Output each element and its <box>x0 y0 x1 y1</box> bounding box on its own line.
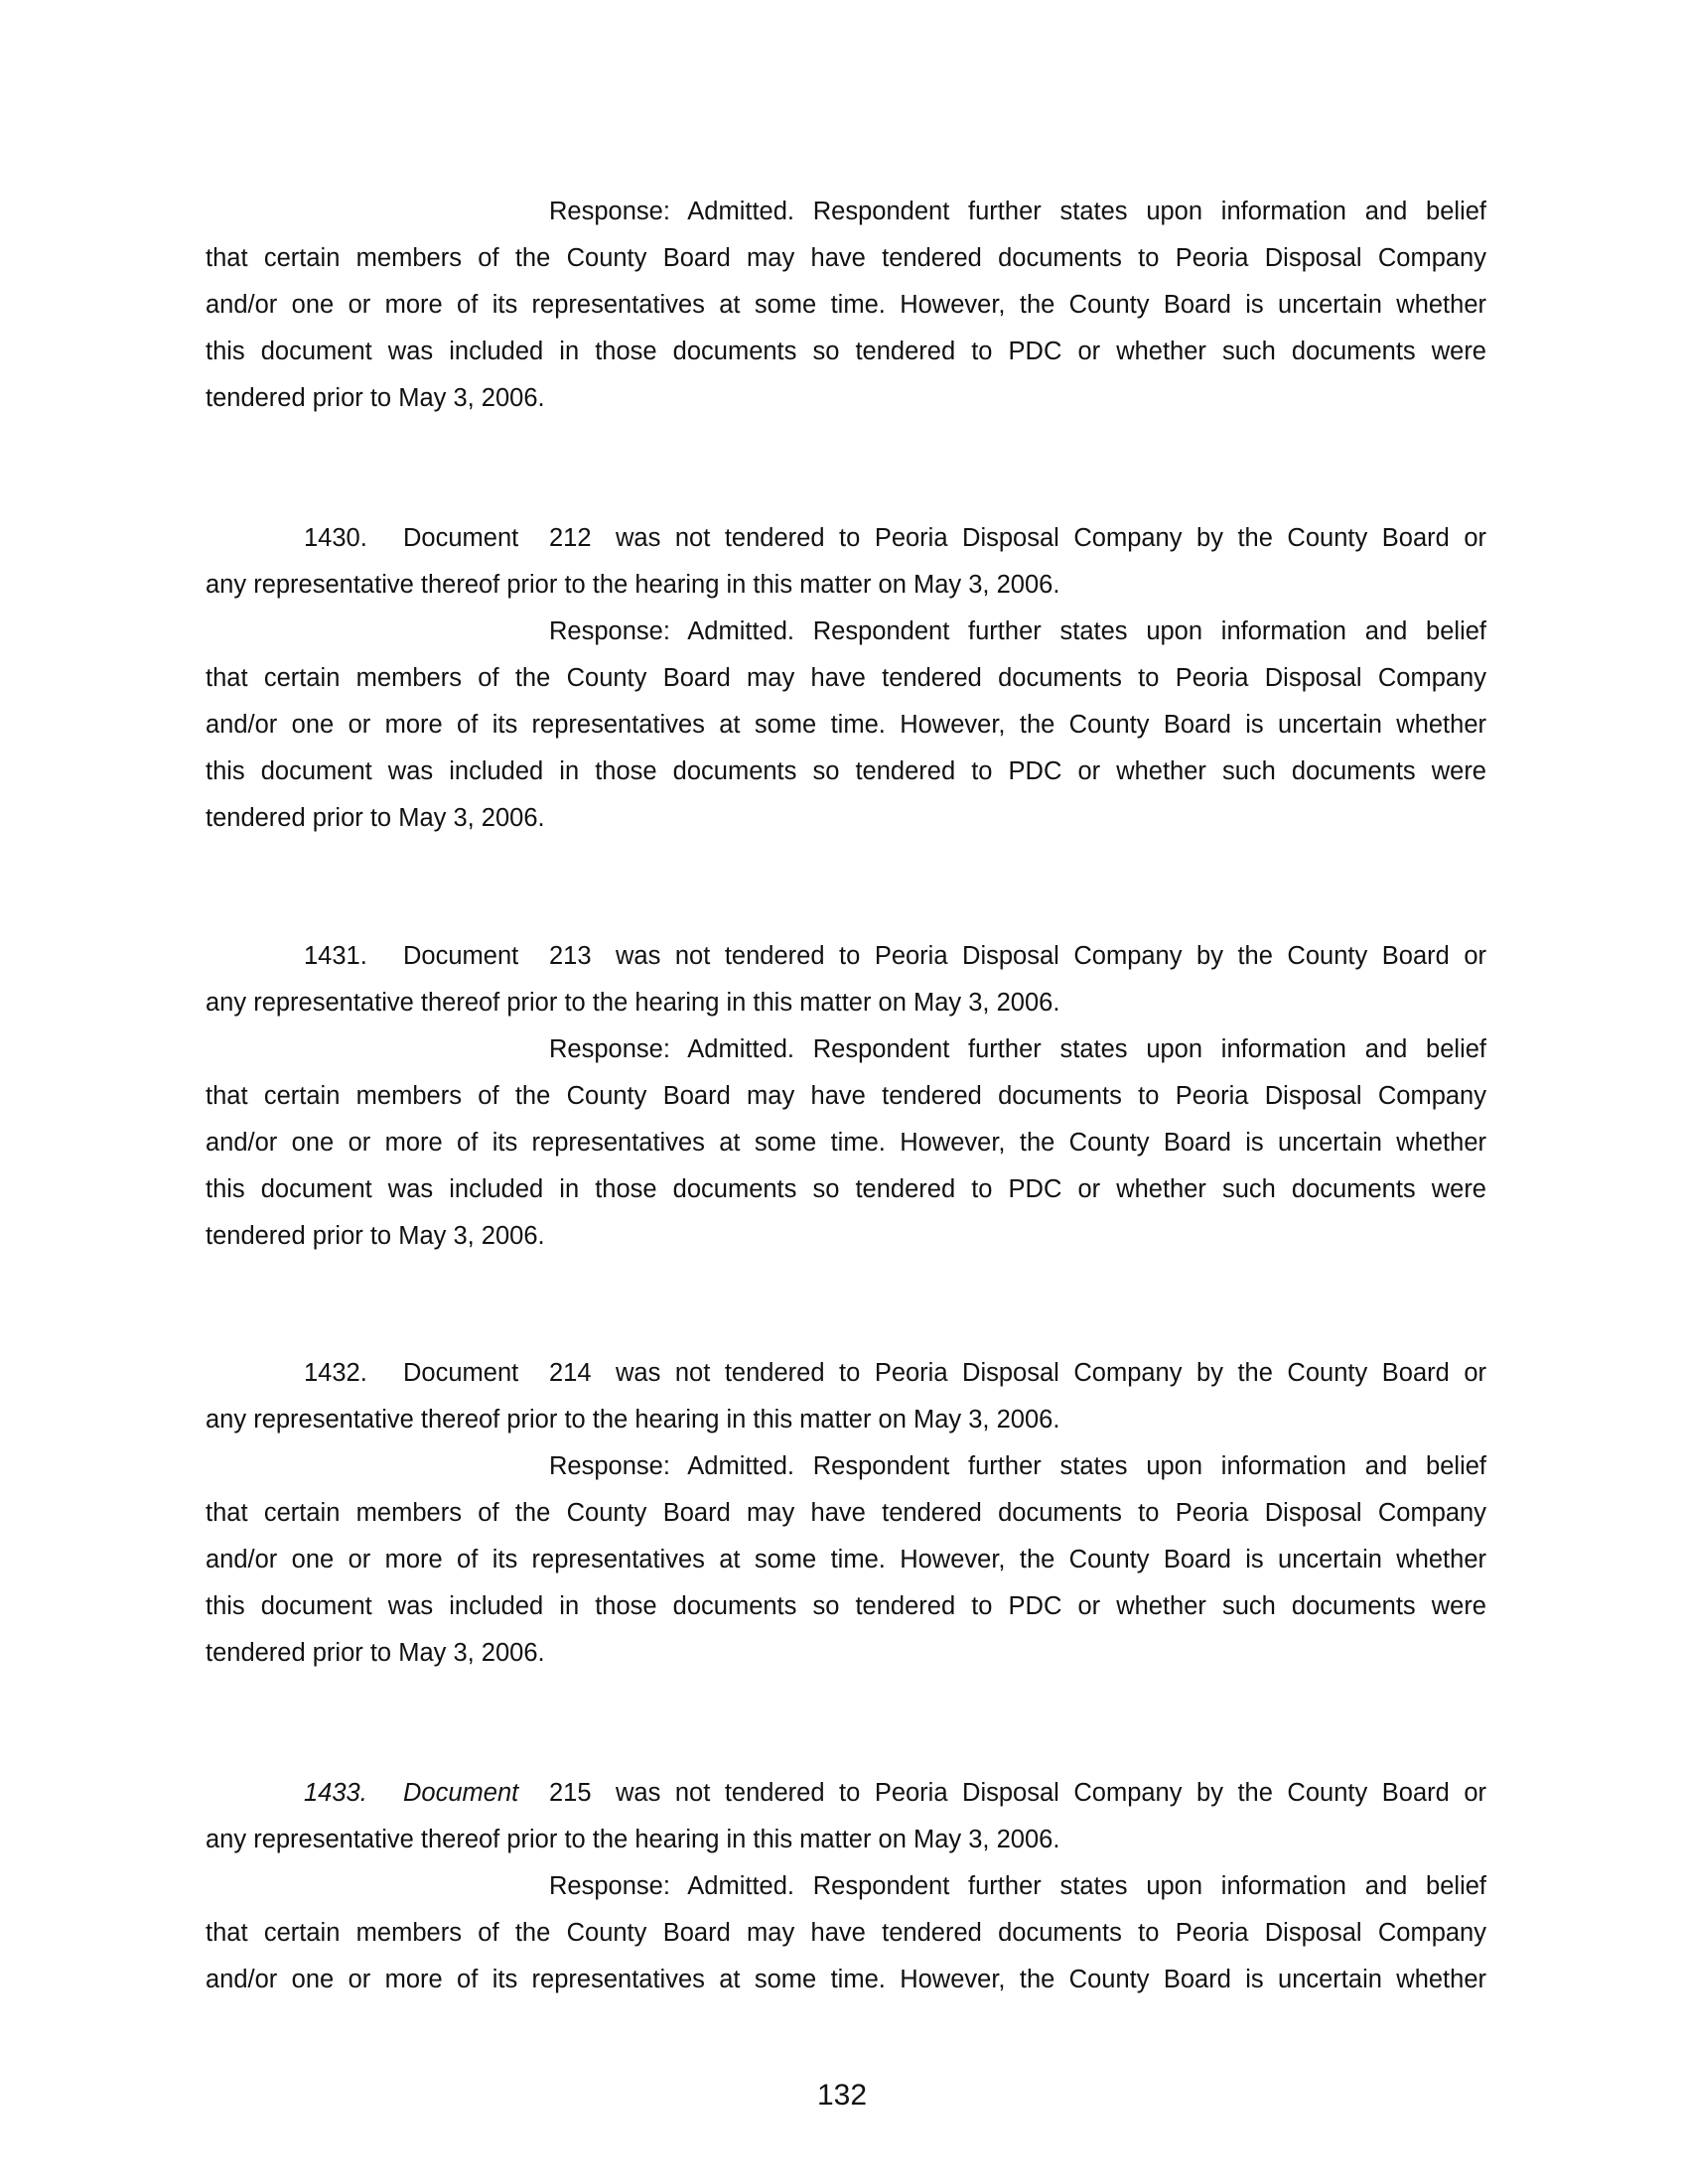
response-line: Response: Admitted. Respondent further states upon information and belief <box>549 1872 1486 1900</box>
response-line: this document was included in those documents so tendered to PDC or whether such documents were <box>206 1175 1486 1203</box>
item-line: any representative thereof prior to the hearing in this matter on May 3, 2006. <box>206 1406 1060 1433</box>
item-document-word: Document <box>403 1359 519 1387</box>
item-line: any representative thereof prior to the hearing in this matter on May 3, 2006. <box>206 571 1060 599</box>
item-document-number: 213 <box>549 942 592 970</box>
item-first-line <box>304 523 1486 553</box>
response-line: that certain members of the County Board may have tendered documents to Peoria Disposal Company <box>206 244 1486 272</box>
item-text: was not tendered to Peoria Disposal Company by the County Board or <box>616 942 1486 970</box>
item-number: 1430. <box>304 524 367 552</box>
response-line: that certain members of the County Board may have tendered documents to Peoria Disposal Company <box>206 1082 1486 1110</box>
response-line: that certain members of the County Board may have tendered documents to Peoria Disposal Company <box>206 664 1486 692</box>
response-line: Response: Admitted. Respondent further states upon information and belief <box>549 617 1486 645</box>
response-line: and/or one or more of its representatives at some time. However, the County Board is uncertain whether <box>206 711 1486 739</box>
response-line: tendered prior to May 3, 2006. <box>206 1639 545 1667</box>
item-document-number: 214 <box>549 1359 592 1387</box>
item-line: any representative thereof prior to the hearing in this matter on May 3, 2006. <box>206 1826 1060 1853</box>
item-first-line <box>304 941 1486 971</box>
item-number: 1433. <box>304 1779 367 1807</box>
item-first-line <box>304 1778 1486 1808</box>
response-line: this document was included in those documents so tendered to PDC or whether such documents were <box>206 338 1486 365</box>
response-line: and/or one or more of its representatives at some time. However, the County Board is uncertain whether <box>206 1129 1486 1157</box>
item-number: 1431. <box>304 942 367 970</box>
item-first-line <box>304 1358 1486 1388</box>
response-line: this document was included in those documents so tendered to PDC or whether such documents were <box>206 757 1486 785</box>
response-line: tendered prior to May 3, 2006. <box>206 804 545 832</box>
page-number: 132 <box>816 2079 868 2112</box>
response-line: tendered prior to May 3, 2006. <box>206 1222 545 1250</box>
item-text: was not tendered to Peoria Disposal Company by the County Board or <box>616 1779 1486 1807</box>
item-number: 1432. <box>304 1359 367 1387</box>
item-text: was not tendered to Peoria Disposal Company by the County Board or <box>616 524 1486 552</box>
item-document-word: Document <box>403 524 519 552</box>
response-line: that certain members of the County Board may have tendered documents to Peoria Disposal Company <box>206 1499 1486 1527</box>
response-line: Response: Admitted. Respondent further states upon information and belief <box>549 198 1486 225</box>
item-document-word: Document <box>403 942 519 970</box>
item-text: was not tendered to Peoria Disposal Company by the County Board or <box>616 1359 1486 1387</box>
item-line: any representative thereof prior to the hearing in this matter on May 3, 2006. <box>206 989 1060 1017</box>
item-document-number: 212 <box>549 524 592 552</box>
item-document-number: 215 <box>549 1779 592 1807</box>
item-document-word: Document <box>403 1779 519 1807</box>
response-line: this document was included in those documents so tendered to PDC or whether such documents were <box>206 1592 1486 1620</box>
response-line: that certain members of the County Board may have tendered documents to Peoria Disposal Company <box>206 1919 1486 1947</box>
response-line: Response: Admitted. Respondent further states upon information and belief <box>549 1035 1486 1063</box>
response-line: and/or one or more of its representatives at some time. However, the County Board is uncertain whether <box>206 1546 1486 1573</box>
response-line: tendered prior to May 3, 2006. <box>206 384 545 412</box>
response-line: and/or one or more of its representatives at some time. However, the County Board is uncertain whether <box>206 1966 1486 1993</box>
response-line: Response: Admitted. Respondent further states upon information and belief <box>549 1452 1486 1480</box>
response-line: and/or one or more of its representatives at some time. However, the County Board is uncertain whether <box>206 291 1486 319</box>
